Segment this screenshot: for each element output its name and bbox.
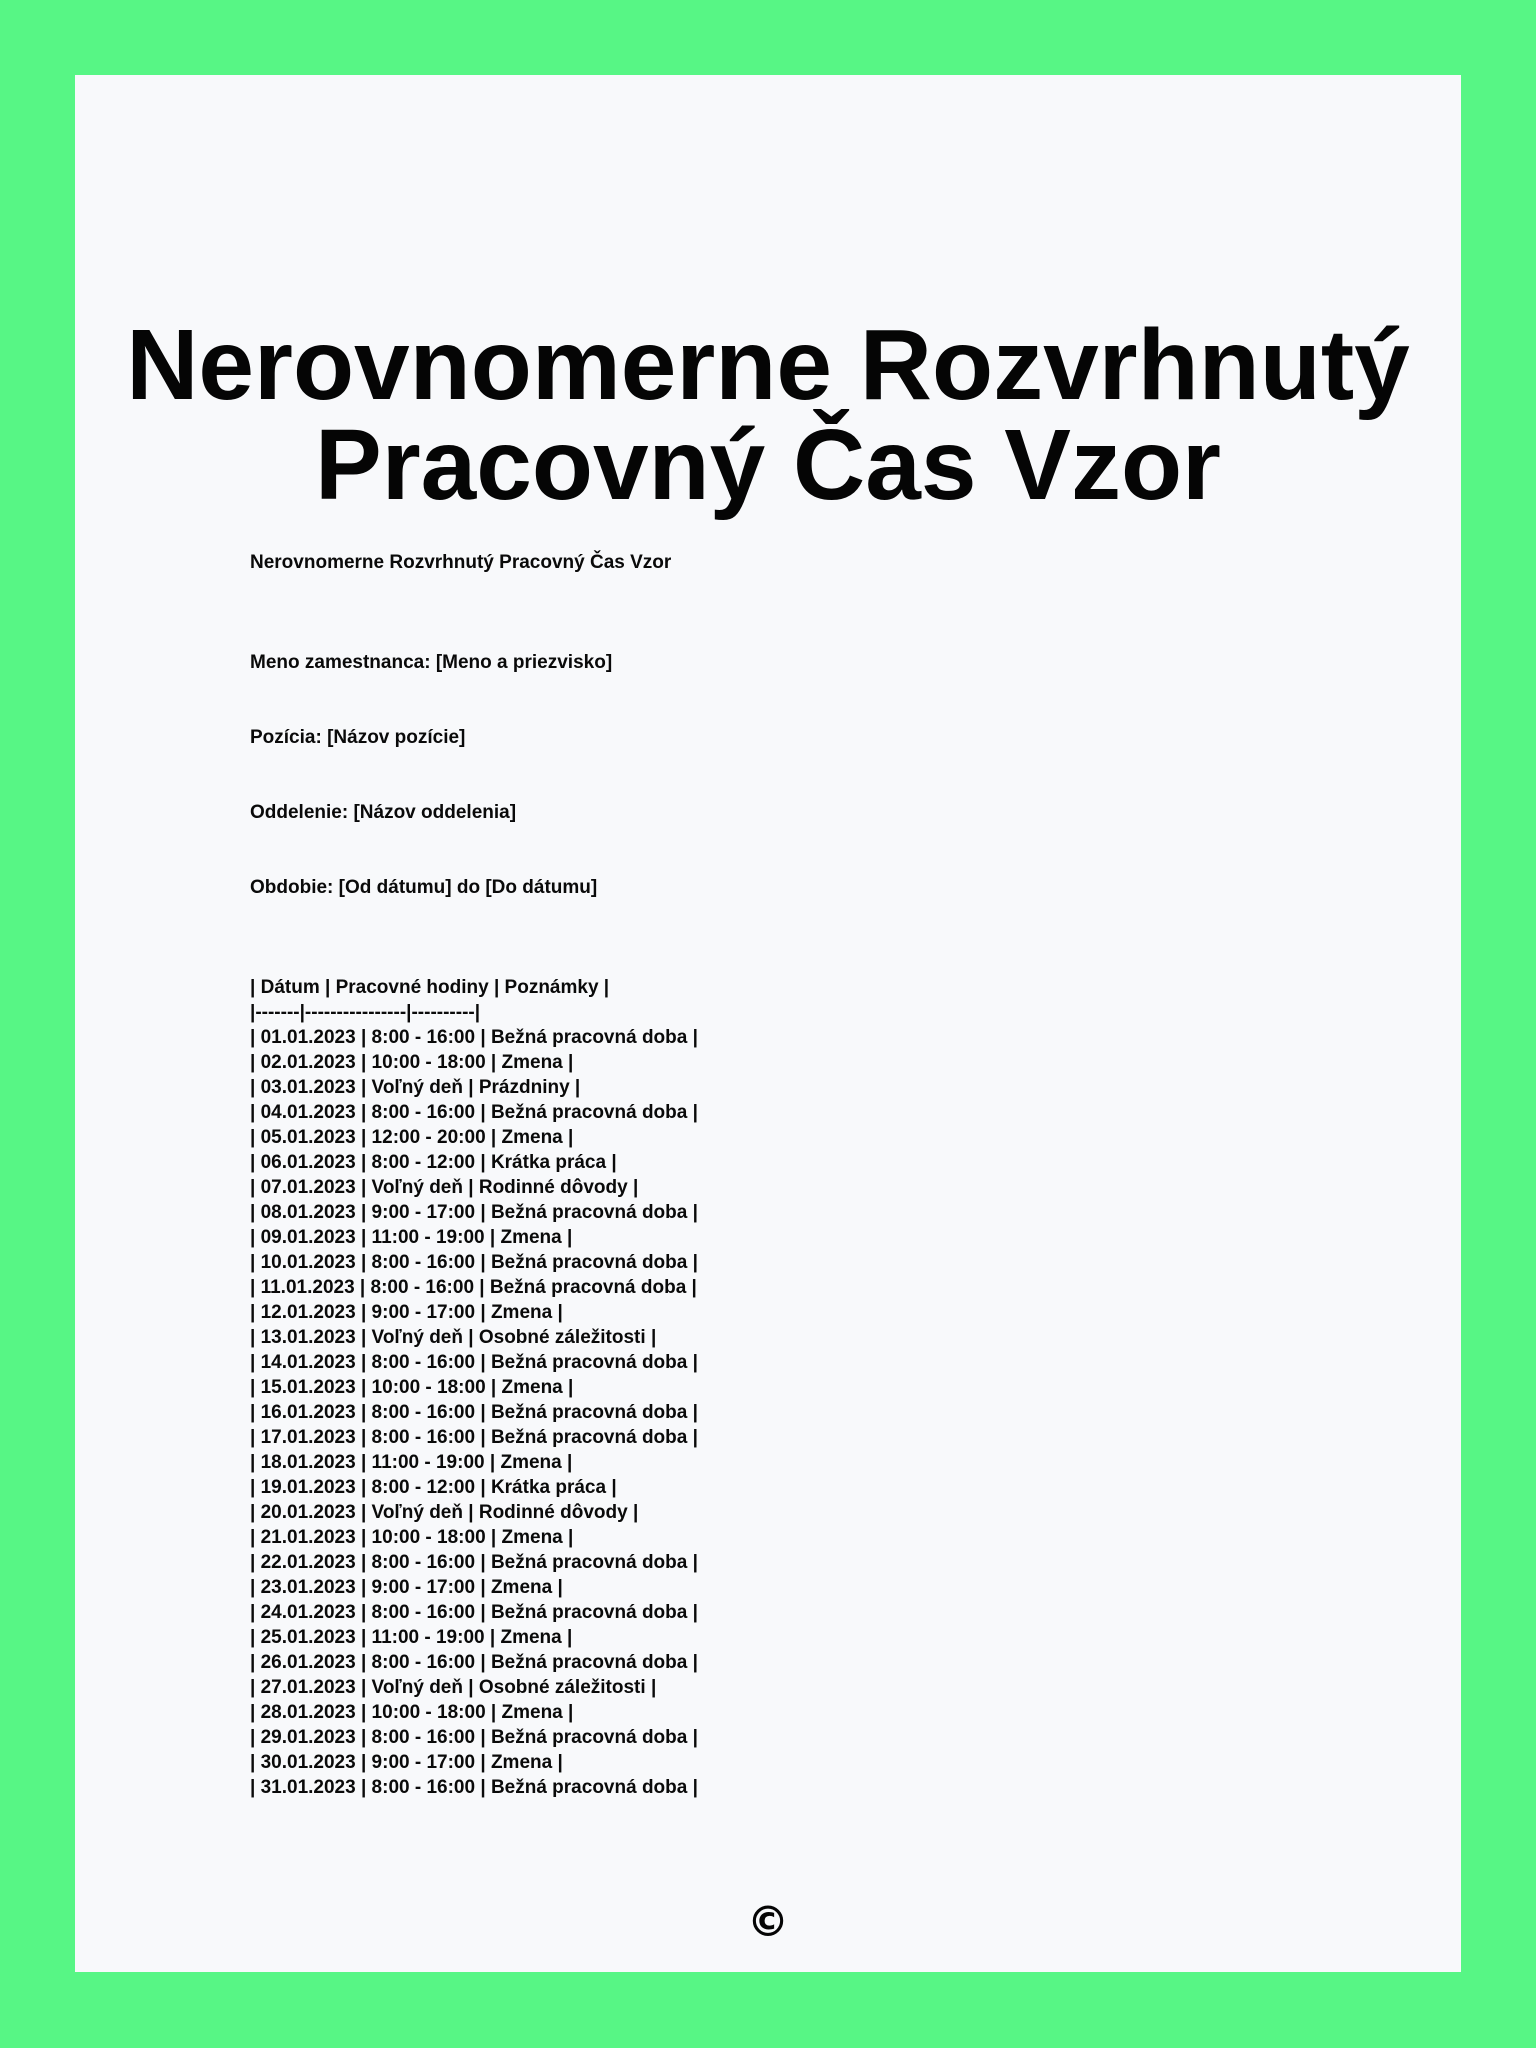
table-row: | 15.01.2023 | 10:00 - 18:00 | Zmena | xyxy=(250,1377,574,1398)
table-row: | 08.01.2023 | 9:00 - 17:00 | Bežná pracovná doba | xyxy=(250,1202,698,1223)
field-department: Oddelenie: [Názov oddelenia] xyxy=(250,802,517,823)
document-sheet xyxy=(75,75,1461,1972)
table-row: | 16.01.2023 | 8:00 - 16:00 | Bežná pracovná doba | xyxy=(250,1402,698,1423)
table-row: | 25.01.2023 | 11:00 - 19:00 | Zmena | xyxy=(250,1627,573,1648)
table-row: | 17.01.2023 | 8:00 - 16:00 | Bežná pracovná doba | xyxy=(250,1427,698,1448)
employee-fields xyxy=(250,650,612,950)
table-row: | 26.01.2023 | 8:00 - 16:00 | Bežná pracovná doba | xyxy=(250,1652,698,1673)
table-row: | 04.01.2023 | 8:00 - 16:00 | Bežná pracovná doba | xyxy=(250,1102,698,1123)
table-row: | 22.01.2023 | 8:00 - 16:00 | Bežná pracovná doba | xyxy=(250,1552,698,1573)
table-row: | 24.01.2023 | 8:00 - 16:00 | Bežná pracovná doba | xyxy=(250,1602,698,1623)
table-row: | 02.01.2023 | 10:00 - 18:00 | Zmena | xyxy=(250,1052,574,1073)
table-row: | 27.01.2023 | Voľný deň | Osobné záležitosti | xyxy=(250,1677,657,1698)
table-separator-row: |-------|----------------|----------| xyxy=(250,1002,481,1023)
field-period: Obdobie: [Od dátumu] do [Do dátumu] xyxy=(250,877,598,898)
table-row: | 13.01.2023 | Voľný deň | Osobné záležitosti | xyxy=(250,1327,657,1348)
table-row: | 07.01.2023 | Voľný deň | Rodinné dôvody | xyxy=(250,1177,639,1198)
table-row: | 21.01.2023 | 10:00 - 18:00 | Zmena | xyxy=(250,1527,574,1548)
field-employee-name: Meno zamestnanca: [Meno a priezvisko] xyxy=(250,652,613,673)
table-header-row: | Dátum | Pracovné hodiny | Poznámky | xyxy=(250,977,610,998)
document-title: Nerovnomerne Rozvrhnutý Pracovný Čas Vzor xyxy=(126,309,1410,521)
table-row: | 20.01.2023 | Voľný deň | Rodinné dôvody | xyxy=(250,1502,639,1523)
table-row: | 14.01.2023 | 8:00 - 16:00 | Bežná pracovná doba | xyxy=(250,1352,698,1373)
table-row: | 23.01.2023 | 9:00 - 17:00 | Zmena | xyxy=(250,1577,563,1598)
table-row: | 01.01.2023 | 8:00 - 16:00 | Bežná pracovná doba | xyxy=(250,1027,698,1048)
table-row: | 11.01.2023 | 8:00 - 16:00 | Bežná pracovná doba | xyxy=(250,1277,697,1298)
table-row: | 28.01.2023 | 10:00 - 18:00 | Zmena | xyxy=(250,1702,574,1723)
table-row: | 10.01.2023 | 8:00 - 16:00 | Bežná pracovná doba | xyxy=(250,1252,698,1273)
table-row: | 09.01.2023 | 11:00 - 19:00 | Zmena | xyxy=(250,1227,573,1248)
table-row: | 19.01.2023 | 8:00 - 12:00 | Krátka práca | xyxy=(250,1477,617,1498)
table-row: | 30.01.2023 | 9:00 - 17:00 | Zmena | xyxy=(250,1752,563,1773)
schedule-table xyxy=(250,975,698,1800)
copyright-symbol: © xyxy=(747,1897,789,1946)
table-row: | 12.01.2023 | 9:00 - 17:00 | Zmena | xyxy=(250,1302,563,1323)
table-row: | 05.01.2023 | 12:00 - 20:00 | Zmena | xyxy=(250,1127,574,1148)
document-subtitle: Nerovnomerne Rozvrhnutý Pracovný Čas Vzor xyxy=(250,552,672,573)
table-row: | 31.01.2023 | 8:00 - 16:00 | Bežná pracovná doba | xyxy=(250,1777,698,1798)
table-row: | 06.01.2023 | 8:00 - 12:00 | Krátka práca | xyxy=(250,1152,617,1173)
table-row: | 03.01.2023 | Voľný deň | Prázdniny | xyxy=(250,1077,581,1098)
table-row: | 18.01.2023 | 11:00 - 19:00 | Zmena | xyxy=(250,1452,573,1473)
field-position: Pozícia: [Názov pozície] xyxy=(250,727,466,748)
table-row: | 29.01.2023 | 8:00 - 16:00 | Bežná pracovná doba | xyxy=(250,1727,698,1748)
